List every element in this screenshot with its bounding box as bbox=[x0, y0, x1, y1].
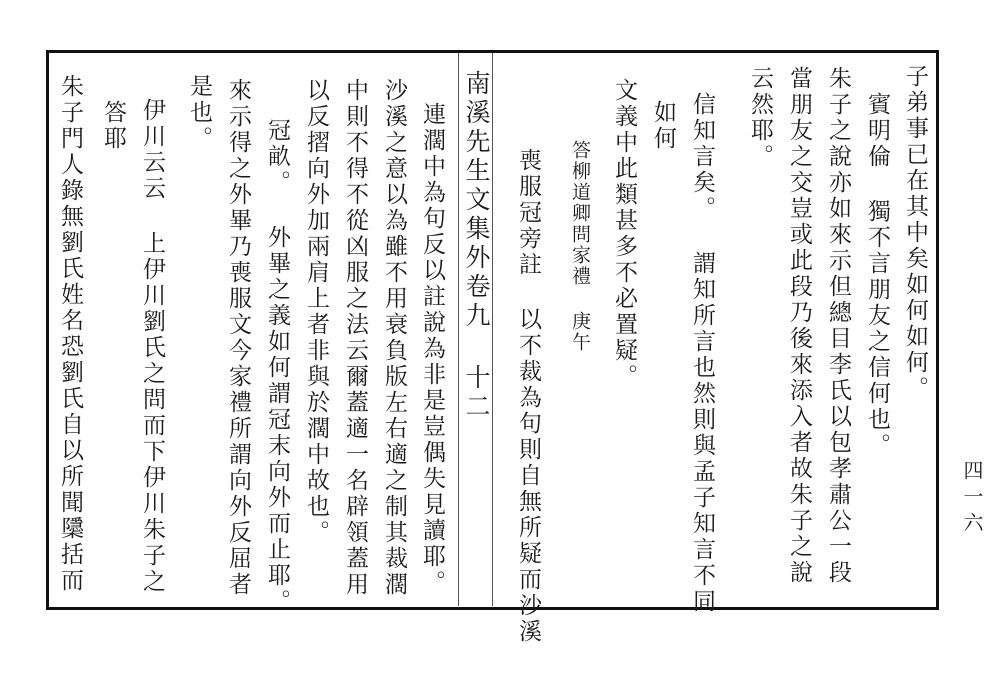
text-column: 文義中此類甚多不必置疑。 bbox=[611, 78, 637, 390]
page-number: 四一六 bbox=[960, 460, 984, 538]
text-column: 來示得之外畢乃喪服文今家禮所謂向外反屈者 bbox=[225, 78, 251, 598]
text-column: 子弟事已在其中矣如何如何。 bbox=[902, 64, 928, 402]
text-column: 如何 bbox=[650, 100, 676, 152]
text-column: 當朋友之交豈或此段乃後來添入者故朱子之說 bbox=[786, 66, 812, 586]
column-rule bbox=[492, 53, 493, 606]
text-column: 冠畝。 外畢之義如何謂冠末向外而止耶。 bbox=[264, 118, 290, 615]
column-rule bbox=[458, 53, 459, 606]
text-column: 信知言矣。 謂知所言也然則與孟子知言不同 bbox=[689, 92, 715, 615]
section-heading: 答柳道卿問家禮 庚午 bbox=[569, 140, 591, 353]
text-column: 朱子之說亦如來示但總目李氏以包孝肅公一段 bbox=[825, 66, 851, 586]
text-column: 賓明倫 獨不言朋友之信何也。 bbox=[864, 92, 890, 459]
text-column: 朱子門人錄無劉氏姓名恐劉氏自以所聞櫽括而 bbox=[57, 74, 83, 594]
text-column: 是也。 bbox=[186, 74, 212, 152]
text-column: 伊川云云 上伊川劉氏之問而下伊川朱子之 bbox=[139, 98, 165, 595]
text-column: 答耶 bbox=[100, 100, 126, 152]
text-column: 沙溪之意以為雖不用衰負版左右適之制其裁濶 bbox=[381, 78, 407, 598]
text-column: 云然耶。 bbox=[747, 66, 773, 170]
running-title: 南溪先生文集外卷九 十二 bbox=[462, 70, 491, 422]
text-column: 以反摺向外加兩肩上者非與於濶中故也。 bbox=[303, 78, 329, 546]
text-column: 喪服冠旁註 以不裁為句則自無所疑而沙溪 bbox=[515, 148, 541, 645]
text-column: 連濶中為句反以註說為非是豈偶失見讀耶。 bbox=[419, 102, 445, 596]
text-column: 中則不得不從凶服之法云爾蓋適一名辟領蓋用 bbox=[342, 78, 368, 598]
